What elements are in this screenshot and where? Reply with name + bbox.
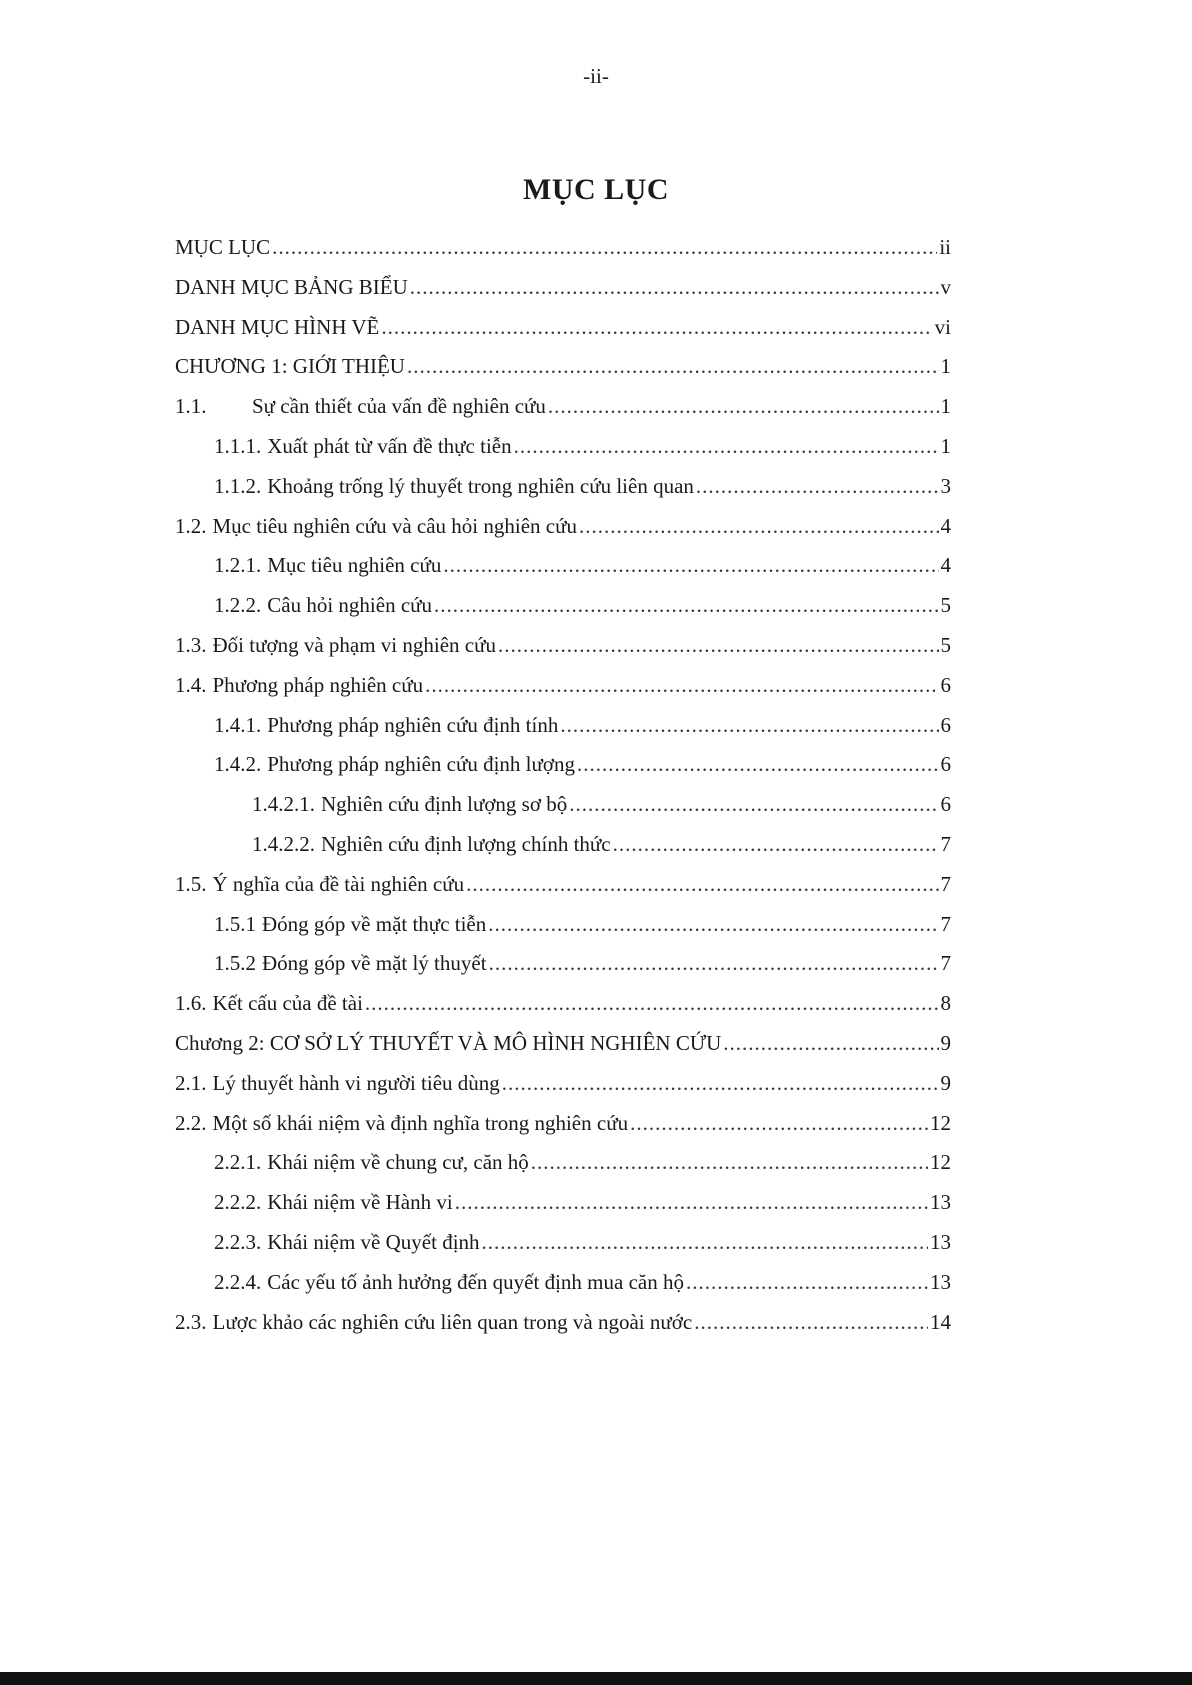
toc-entry[interactable] — [175, 427, 951, 467]
toc-entry[interactable] — [175, 586, 951, 626]
toc-dot-leader — [498, 626, 939, 666]
toc-entry-page: 8 — [940, 991, 951, 1016]
toc-dot-leader — [569, 785, 938, 825]
toc-dot-leader — [560, 706, 938, 746]
toc-dot-leader — [466, 865, 938, 905]
toc-entry[interactable] — [175, 984, 951, 1024]
toc-entry[interactable] — [175, 308, 951, 348]
toc-dot-leader — [381, 308, 932, 348]
toc-dot-leader — [272, 228, 937, 268]
toc-entry-number: 2.3. — [175, 1309, 207, 1334]
toc-dot-leader — [579, 507, 939, 547]
toc-entry-title: Chương 2: CƠ SỞ LÝ THUYẾT VÀ MÔ HÌNH NGHIÊN CỨU — [175, 1030, 722, 1055]
toc-entry-title: Khái niệm về Hành vi — [267, 1190, 453, 1215]
toc-entry-page: 3 — [940, 473, 951, 498]
toc-entry-page: 13 — [930, 1229, 951, 1254]
toc-dot-leader — [686, 1263, 928, 1303]
toc-dot-leader — [548, 387, 939, 427]
toc-entry-title: Ý nghĩa của đề tài nghiên cứu — [212, 871, 465, 896]
toc-entry-number: 1.6. — [175, 991, 207, 1016]
toc-entry-title: Một số khái niệm và định nghĩa trong nghiên cứu — [212, 1110, 629, 1135]
toc-entry[interactable] — [175, 1223, 951, 1263]
toc-entry-number: 1.4.1. — [214, 712, 262, 737]
toc-entry-page: 9 — [940, 1070, 951, 1095]
toc-dot-leader — [410, 268, 939, 308]
toc-entry[interactable] — [175, 1143, 951, 1183]
toc-entry-title: Khái niệm về chung cư, căn hộ — [267, 1150, 529, 1175]
toc-entry-title: Đóng góp về mặt lý thuyết — [262, 951, 487, 976]
toc-entry[interactable] — [175, 785, 951, 825]
toc-entry-page: 6 — [940, 672, 951, 697]
toc-entry-number: 2.2.3. — [214, 1229, 262, 1254]
toc-entry-page: 5 — [940, 632, 951, 657]
toc-entry-title: Các yếu tố ảnh hưởng đến quyết định mua căn hộ — [267, 1269, 684, 1294]
toc-entry-number: 2.1. — [175, 1070, 207, 1095]
toc-dot-leader — [531, 1143, 928, 1183]
toc-entry-title: Câu hỏi nghiên cứu — [267, 593, 433, 618]
table-of-contents — [175, 228, 951, 1342]
toc-entry-number: 1.5.2 — [214, 951, 256, 976]
toc-entry-title: Khái niệm về Quyết định — [267, 1229, 480, 1254]
toc-entry[interactable] — [175, 666, 951, 706]
toc-entry-title: DANH MỤC BẢNG BIỂU — [175, 274, 408, 299]
toc-entry-number: 2.2.4. — [214, 1269, 262, 1294]
toc-dot-leader — [723, 1024, 938, 1064]
toc-entry[interactable] — [175, 1183, 951, 1223]
toc-entry-page: 5 — [940, 593, 951, 618]
toc-entry-page: 1 — [940, 394, 951, 419]
toc-dot-leader — [502, 1064, 939, 1104]
toc-entry-title: Nghiên cứu định lượng sơ bộ — [321, 792, 568, 817]
toc-entry[interactable] — [175, 745, 951, 785]
toc-entry-page: ii — [939, 235, 951, 259]
bottom-border — [0, 1672, 1192, 1685]
toc-entry-page: 7 — [940, 951, 951, 976]
toc-entry[interactable] — [175, 944, 951, 984]
toc-entry-page: 6 — [940, 712, 951, 737]
toc-entry[interactable] — [175, 1303, 951, 1343]
toc-entry-title: Xuất phát từ vấn đề thực tiễn — [267, 433, 512, 458]
toc-entry[interactable] — [175, 1024, 951, 1064]
toc-entry[interactable] — [175, 387, 951, 427]
toc-dot-leader — [577, 745, 938, 785]
toc-entry-page: 14 — [930, 1309, 951, 1334]
toc-entry-title: Nghiên cứu định lượng chính thức — [321, 831, 611, 856]
toc-entry-number: 1.3. — [175, 632, 207, 657]
toc-entry-number: 1.2. — [175, 513, 207, 538]
toc-dot-leader — [696, 467, 939, 507]
toc-dot-leader — [489, 944, 939, 984]
toc-dot-leader — [514, 427, 939, 467]
toc-dot-leader — [443, 546, 938, 586]
toc-dot-leader — [407, 347, 939, 387]
toc-entry-number: 1.5.1 — [214, 911, 256, 936]
toc-entry-number: 1.1.2. — [214, 473, 262, 498]
toc-entry-page: 4 — [940, 553, 951, 578]
toc-dot-leader — [455, 1183, 928, 1223]
toc-entry[interactable] — [175, 507, 951, 547]
toc-entry[interactable] — [175, 706, 951, 746]
toc-entry-title: Đối tượng và phạm vi nghiên cứu — [212, 632, 496, 657]
toc-entry-page: 12 — [930, 1150, 951, 1175]
toc-entry-number: 1.4.2.2. — [252, 831, 315, 856]
toc-entry-page: 7 — [940, 831, 951, 856]
toc-entry-page: 6 — [940, 752, 951, 777]
toc-entry-number: 2.2. — [175, 1110, 207, 1135]
toc-entry-page: vi — [934, 314, 951, 339]
toc-dot-leader — [630, 1104, 928, 1144]
toc-entry-title: Phương pháp nghiên cứu định lượng — [267, 752, 576, 777]
toc-entry[interactable] — [175, 467, 951, 507]
toc-entry-page: 9 — [940, 1030, 951, 1055]
toc-entry-number: 1.4. — [175, 672, 207, 697]
toc-entry-title: Lý thuyết hành vi người tiêu dùng — [212, 1070, 500, 1095]
toc-entry-title: Mục tiêu nghiên cứu và câu hỏi nghiên cứu — [212, 513, 577, 538]
toc-entry-number: 1.4.2.1. — [252, 792, 315, 817]
toc-entry-title: Phương pháp nghiên cứu — [212, 672, 424, 697]
toc-entry-title: Mục tiêu nghiên cứu — [267, 553, 442, 578]
toc-entry[interactable] — [175, 1104, 951, 1144]
toc-entry[interactable] — [175, 905, 951, 945]
toc-entry[interactable] — [175, 1064, 951, 1104]
toc-entry[interactable] — [175, 1263, 951, 1303]
toc-entry[interactable] — [175, 825, 951, 865]
toc-entry-title: Phương pháp nghiên cứu định tính — [267, 712, 559, 737]
page-title: MỤC LỤC — [523, 173, 669, 206]
toc-entry-number: 1.4.2. — [214, 752, 262, 777]
toc-entry-page: 7 — [940, 871, 951, 896]
toc-entry[interactable] — [175, 268, 951, 308]
toc-entry-title: CHƯƠNG 1: GIỚI THIỆU — [175, 354, 405, 379]
toc-dot-leader — [488, 905, 938, 945]
toc-entry[interactable] — [175, 626, 951, 666]
toc-entry[interactable] — [175, 228, 951, 268]
toc-entry-number: 1.1. — [175, 394, 207, 419]
toc-entry-page: 6 — [940, 792, 951, 817]
toc-entry[interactable] — [175, 347, 951, 387]
toc-entry[interactable] — [175, 865, 951, 905]
toc-dot-leader — [482, 1223, 928, 1263]
toc-dot-leader — [365, 984, 939, 1024]
toc-dot-leader — [425, 666, 938, 706]
toc-entry-number: 1.1.1. — [214, 433, 262, 458]
toc-entry-number: 2.2.2. — [214, 1190, 262, 1215]
toc-entry-page: 1 — [940, 433, 951, 458]
toc-entry-title: Lược khảo các nghiên cứu liên quan trong và ngoài nước — [212, 1309, 693, 1334]
toc-entry-number: 2.2.1. — [214, 1150, 262, 1175]
toc-entry-title: Sự cần thiết của vấn đề nghiên cứu — [252, 394, 546, 419]
toc-entry[interactable] — [175, 546, 951, 586]
toc-entry-title: MỤC LỤC — [175, 235, 271, 259]
toc-entry-number: 1.5. — [175, 871, 207, 896]
toc-dot-leader — [613, 825, 939, 865]
toc-dot-leader — [434, 586, 938, 626]
toc-entry-page: 12 — [930, 1110, 951, 1135]
toc-entry-page: 1 — [940, 354, 951, 379]
toc-entry-number: 1.2.1. — [214, 553, 262, 578]
toc-entry-title: Kết cấu của đề tài — [212, 991, 363, 1016]
toc-entry-title: Khoảng trống lý thuyết trong nghiên cứu liên quan — [267, 473, 694, 498]
toc-entry-title: DANH MỤC HÌNH VẼ — [175, 314, 380, 339]
toc-entry-page: 4 — [940, 513, 951, 538]
toc-entry-title: Đóng góp về mặt thực tiễn — [262, 911, 487, 936]
toc-dot-leader — [694, 1303, 928, 1343]
toc-entry-number: 1.2.2. — [214, 593, 262, 618]
toc-entry-page: 7 — [940, 911, 951, 936]
toc-entry-page: v — [940, 274, 951, 299]
toc-entry-page: 13 — [930, 1269, 951, 1294]
toc-entry-page: 13 — [930, 1190, 951, 1215]
page-number: -ii- — [583, 64, 609, 88]
